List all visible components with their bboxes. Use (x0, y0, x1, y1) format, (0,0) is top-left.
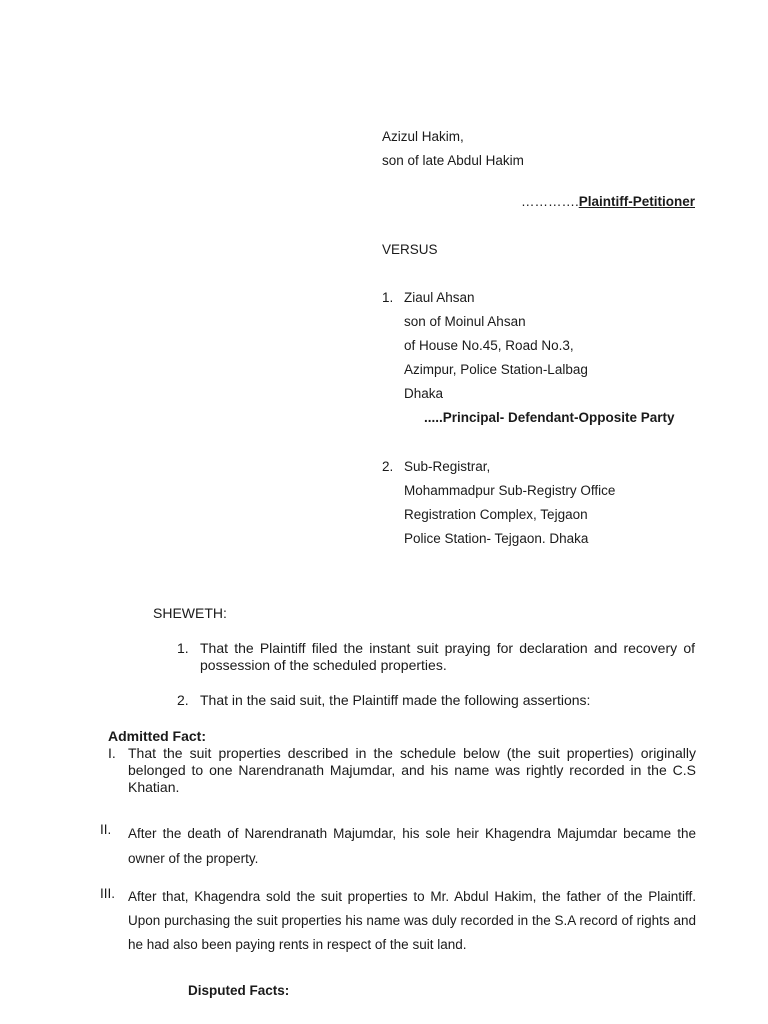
admitted-fact-3-number: III. (100, 886, 116, 901)
disputed-facts-heading: Disputed Facts: (188, 983, 290, 998)
paragraph-1-number: 1. (177, 640, 189, 656)
defendant-1-city: Dhaka (404, 386, 444, 401)
plaintiff-name: Azizul Hakim, (382, 129, 464, 144)
admitted-fact-2-text: After the death of Narendranath Majumdar, his sole heir Khagendra Majumdar became the owner of the property. (128, 826, 696, 866)
defendant-2-number: 2. (382, 459, 394, 474)
defendant-2-address-line: Registration Complex, Tejgaon (404, 507, 588, 522)
admitted-fact-2-number: II. (100, 822, 112, 837)
admitted-fact-3-text: After that, Khagendra sold the suit properties to Mr. Abdul Hakim, the father of the Plaintiff. Upon purchasing the suit properties his name was duly recorded in the S.A record of rights and he had also been paying rents in respect of the suit land. (128, 889, 696, 952)
defendant-1-name: Ziaul Ahsan (404, 290, 475, 305)
paragraph-1-text: That the Plaintiff filed the instant suit praying for declaration and recovery of possession of the scheduled properties. (200, 640, 695, 673)
plaintiff-role: Plaintiff-Petitioner (578, 194, 695, 209)
paragraph-2-text: That in the said suit, the Plaintiff made the following assertions: (200, 692, 591, 708)
versus-label: VERSUS (382, 242, 438, 257)
admitted-fact-1-number: I. (108, 745, 116, 761)
plaintiff-parentage: son of late Abdul Hakim (382, 153, 524, 168)
admitted-facts-heading: Admitted Fact: (108, 728, 206, 744)
sheweth-heading: SHEWETH: (153, 605, 227, 621)
admitted-fact-1-text: That the suit properties described in the schedule below (the suit properties) originally belonged to one Narendranath Majumdar, and his name was rightly recorded in the C.S Khatian. (128, 745, 696, 795)
paragraph-2-number: 2. (177, 692, 189, 708)
defendant-2-name: Sub-Registrar, (404, 459, 491, 474)
plaintiff-dots: …………. (520, 194, 579, 209)
defendant-2-address-line: Mohammadpur Sub-Registry Office (404, 483, 616, 498)
defendant-1-parentage: son of Moinul Ahsan (404, 314, 526, 329)
defendant-1-number: 1. (382, 290, 394, 305)
defendant-1-role: .....Principal- Defendant-Opposite Party (424, 410, 675, 425)
plaintiff-role-line (521, 193, 695, 210)
defendant-2-address-line: Police Station- Tejgaon. Dhaka (404, 531, 589, 546)
defendant-1-address-line: Azimpur, Police Station-Lalbag (404, 362, 588, 377)
defendant-1-address-line: of House No.45, Road No.3, (404, 338, 574, 353)
